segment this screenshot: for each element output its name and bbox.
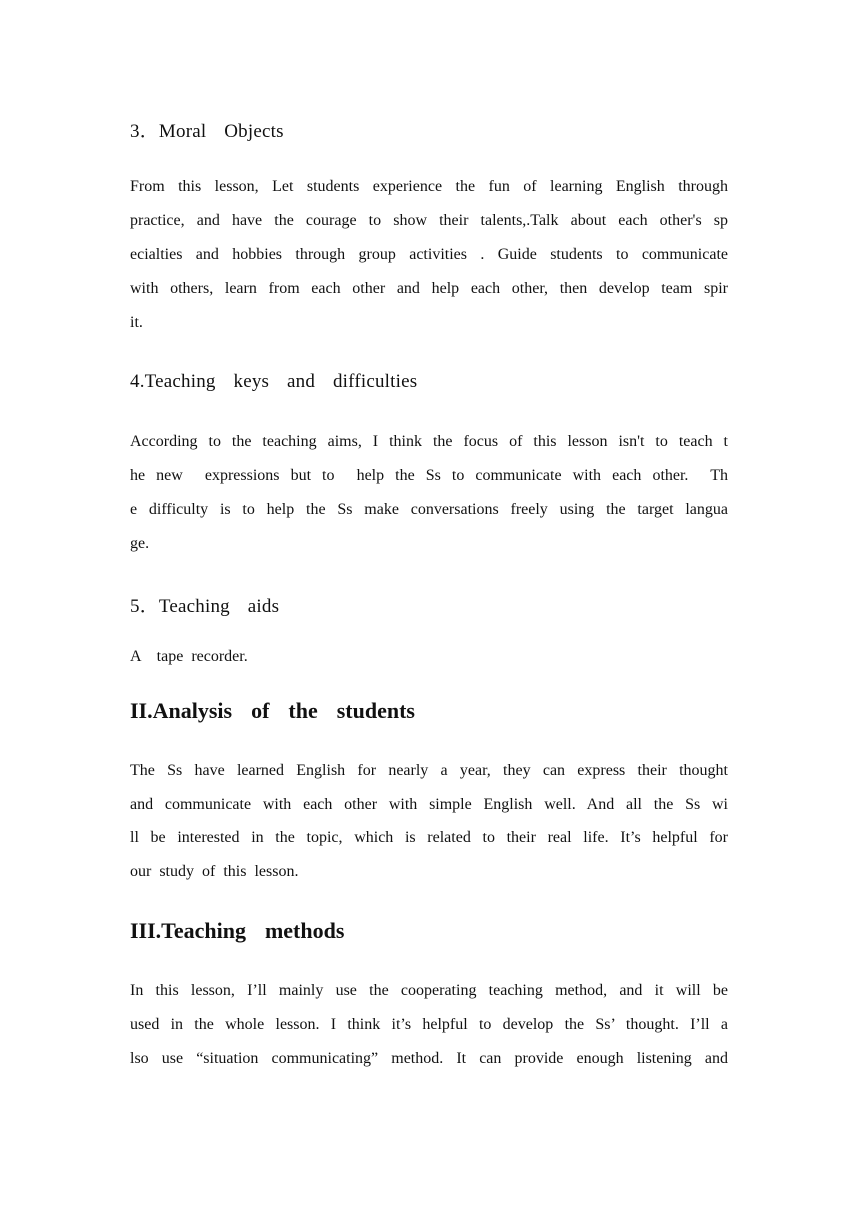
paragraph-line: According to the teaching aims, I think the focus of this lesson isn't to teach t — [130, 433, 728, 450]
paragraph-line: used in the whole lesson. I think it’s helpful to develop the Ss’ thought. I’ll a — [130, 1016, 728, 1033]
paragraph-line: From this lesson, Let students experience the fun of learning English through — [130, 178, 728, 195]
paragraph-line: ll be interested in the topic, which is related to their real life. It’s helpful for — [130, 829, 728, 846]
paragraph-line: ecialties and hobbies through group activities . Guide students to communicate — [130, 246, 728, 263]
paragraph-line: A tape recorder. — [130, 648, 248, 665]
paragraph-line: The Ss have learned English for nearly a year, they can express their thought — [130, 762, 728, 779]
paragraph-line: with others, learn from each other and help each other, then develop team spir — [130, 280, 728, 297]
paragraph-line: and communicate with each other with simple English well. And all the Ss wi — [130, 796, 728, 813]
paragraph-line: he new expressions but to help the Ss to communicate with each other. Th — [130, 467, 728, 484]
paragraph-line: e difficulty is to help the Ss make conversations freely using the target langua — [130, 501, 728, 518]
paragraph-line: In this lesson, I’ll mainly use the cooperating teaching method, and it will be — [130, 982, 728, 999]
paragraph-line: it. — [130, 314, 143, 331]
paragraph-line: ge. — [130, 535, 150, 552]
paragraph-line: lso use “situation communicating” method. It can provide enough listening and — [130, 1050, 728, 1067]
section-heading-teaching-aids: 5．Teaching aids — [130, 596, 280, 617]
section-heading-analysis-of-students: II.Analysis of the students — [130, 698, 415, 723]
paragraph-line: our study of this lesson. — [130, 863, 299, 880]
section-heading-moral-objects: 3．Moral Objects — [130, 121, 284, 142]
section-heading-teaching-keys: 4.Teaching keys and difficulties — [130, 371, 418, 392]
paragraph-line: practice, and have the courage to show their talents,.Talk about each other's sp — [130, 212, 728, 229]
section-heading-teaching-methods: III.Teaching methods — [130, 918, 345, 943]
